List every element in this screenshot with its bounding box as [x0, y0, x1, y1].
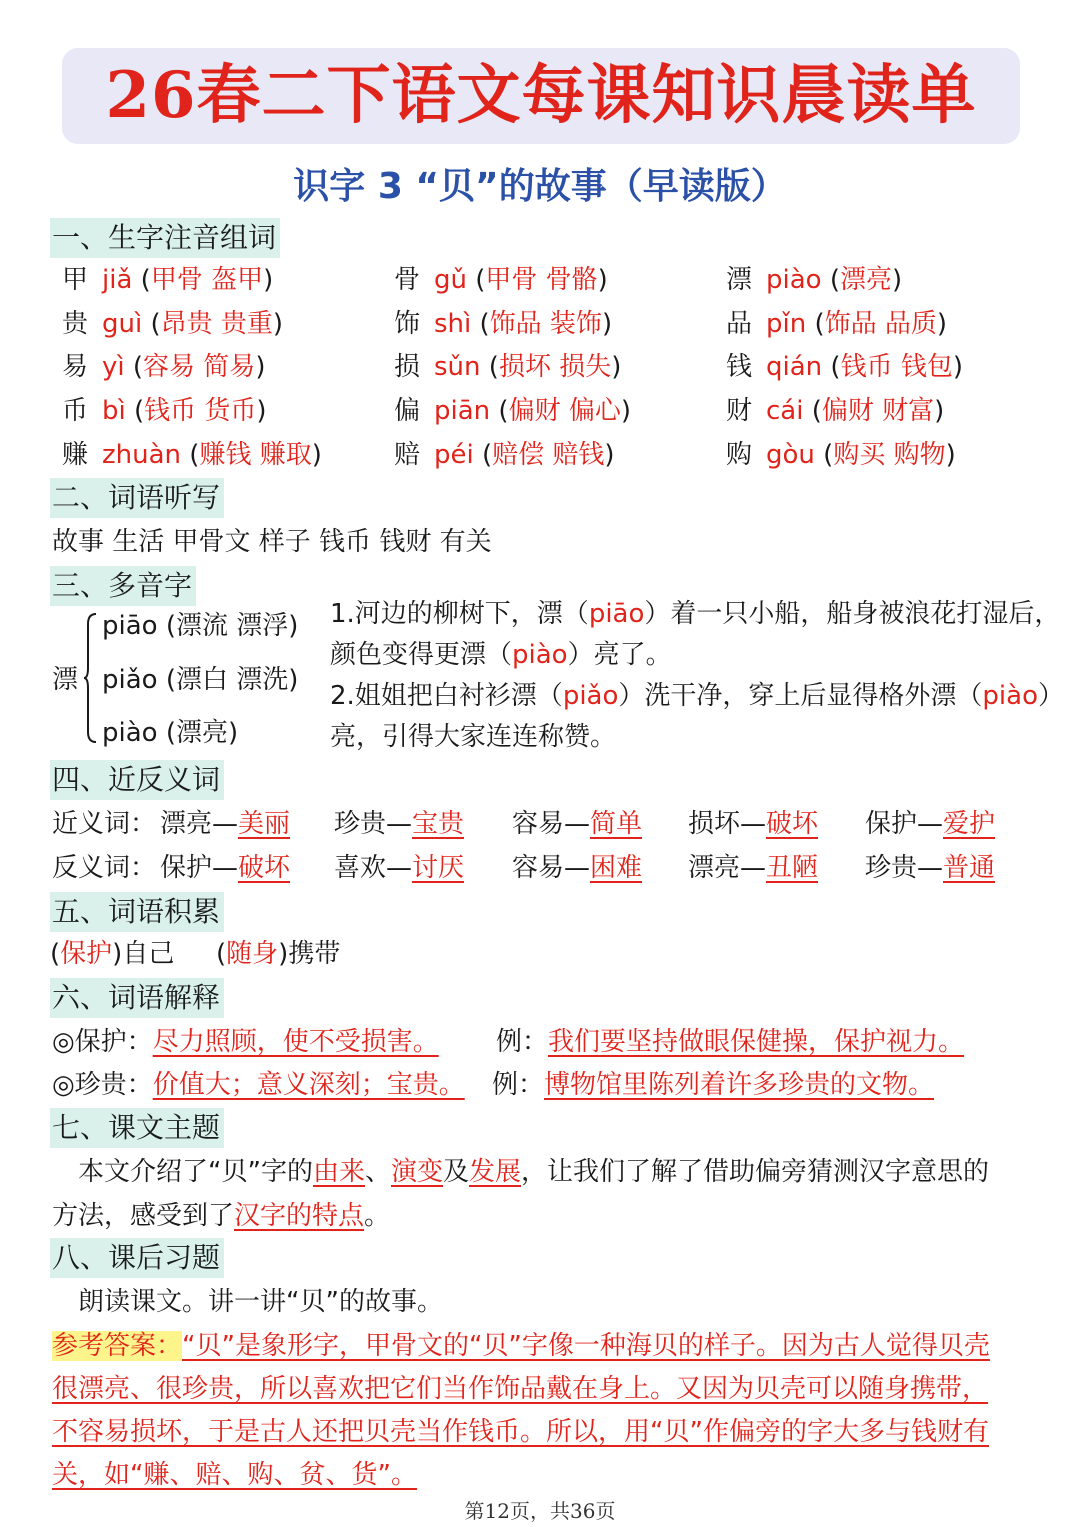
answer-line: 参考答案：“贝”是象形字，甲骨文的“贝”字像一种海贝的样子。因为古人觉得贝壳: [52, 1331, 990, 1361]
lesson-title: 识字 3 “贝”的故事（早读版）: [293, 166, 787, 207]
pinyin-item: 损 sǔn (损坏 损失): [394, 352, 622, 382]
antonym-pair: 珍贵—普通: [865, 853, 996, 883]
polyphone-reading: piǎo (漂白 漂洗): [102, 665, 299, 695]
polyphone-sentence-1: 1.河边的柳树下，漂（piāo）着一只小船，船身被浪花打湿后，: [330, 599, 1061, 629]
answer-line: 不容易损坏，于是古人还把贝壳当作钱币。所以，用“贝”作偏旁的字大多与钱财有: [52, 1417, 989, 1447]
page-number: 第12页，共36页: [464, 1499, 616, 1523]
pinyin-item: 购 gòu (购买 购物): [726, 440, 956, 470]
section-heading-theme: 七、课文主题: [50, 1108, 224, 1148]
synonym-pair: 容易—简单: [512, 809, 643, 839]
polyphone-sentence-2-cont: 亮，引得大家连连称赞。: [330, 722, 617, 752]
antonym-pair: 容易—困难: [512, 853, 643, 883]
pinyin-item: 财 cái (偏财 财富): [726, 396, 945, 426]
antonym-label: 反义词：: [52, 853, 157, 883]
dictation-words: 故事 生活 甲骨文 样子 钱币 钱财 有关: [52, 527, 492, 557]
answer-line: 很漂亮、很珍贵，所以喜欢把它们当作饰品戴在身上。又因为贝壳可以随身携带，: [52, 1374, 989, 1404]
explanation-1: ◎保护：尽力照顾，使不受损害。: [52, 1027, 439, 1057]
pinyin-item: 贵 guì (昂贵 贵重): [62, 309, 284, 339]
brace-icon: [84, 612, 98, 744]
answer-line: 关，如“赚、赔、购、贫、货”。: [52, 1460, 417, 1490]
synonym-pair: 损坏—破坏: [688, 809, 819, 839]
polyphone-sentence-2: 2.姐姐把白衬衫漂（piǎo）洗干净，穿上后显得格外漂（piào）: [330, 681, 1064, 711]
section-heading-accumulation: 五、词语积累: [50, 892, 224, 932]
pinyin-item: 赔 péi (赔偿 赔钱): [394, 440, 615, 470]
pinyin-item: 钱 qián (钱币 钱包): [726, 352, 963, 382]
polyphone-char: 漂: [52, 665, 79, 695]
theme-text: 本文介绍了“贝”字的由来、演变及发展，让我们了解了借助偏旁猜测汉字意思的: [78, 1157, 990, 1187]
pinyin-item: 币 bì (钱币 货币): [62, 396, 267, 426]
antonym-pair: 喜欢—讨厌: [334, 853, 465, 883]
pinyin-item: 赚 zhuàn (赚钱 赚取): [62, 440, 322, 470]
answer-label: 参考答案：: [52, 1331, 183, 1361]
synonym-pair: 珍贵—宝贵: [334, 809, 465, 839]
synonym-label: 近义词：: [52, 809, 157, 839]
example-1: 例：我们要坚持做眼保健操，保护视力。: [496, 1027, 965, 1057]
accumulation-item: (保护)自己: [50, 939, 175, 969]
explanation-2: ◎珍贵：价值大；意义深刻；宝贵。: [52, 1070, 465, 1100]
exercise-question: 朗读课文。讲一讲“贝”的故事。: [78, 1287, 443, 1317]
polyphone-sentence-1-cont: 颜色变得更漂（piào）亮了。: [330, 640, 672, 670]
pinyin-item: 品 pǐn (饰品 品质): [726, 309, 948, 339]
pinyin-item: 易 yì (容易 简易): [62, 352, 266, 382]
pinyin-item: 漂 piào (漂亮): [726, 265, 903, 295]
example-2: 例：博物馆里陈列着许多珍贵的文物。: [492, 1070, 935, 1100]
section-heading-exercise: 八、课后习题: [50, 1238, 224, 1278]
pinyin-item: 甲 jiǎ (甲骨 盔甲): [62, 265, 274, 295]
accumulation-item: (随身)携带: [216, 939, 341, 969]
polyphone-reading: piāo (漂流 漂浮): [102, 611, 299, 641]
pinyin-item: 骨 gǔ (甲骨 骨骼): [394, 265, 608, 295]
pinyin-item: 饰 shì (饰品 装饰): [394, 309, 613, 339]
polyphone-reading: piào (漂亮): [102, 718, 239, 748]
page-title: 26春二下语文每课知识晨读单: [105, 58, 977, 133]
pinyin-item: 偏 piān (偏财 偏心): [394, 396, 631, 426]
antonym-pair: 保护—破坏: [160, 853, 291, 883]
section-heading-polyphone: 三、多音字: [50, 566, 196, 606]
synonym-pair: 保护—爱护: [865, 809, 996, 839]
section-heading-explanation: 六、词语解释: [50, 978, 224, 1018]
synonym-pair: 漂亮—美丽: [160, 809, 291, 839]
antonym-pair: 漂亮—丑陋: [688, 853, 819, 883]
section-heading-pinyin: 一、生字注音组词: [50, 218, 280, 258]
section-heading-dictation: 二、词语听写: [50, 478, 224, 518]
section-heading-synonyms: 四、近反义词: [50, 760, 224, 800]
theme-text-cont: 方法，感受到了汉字的特点。: [52, 1201, 391, 1231]
